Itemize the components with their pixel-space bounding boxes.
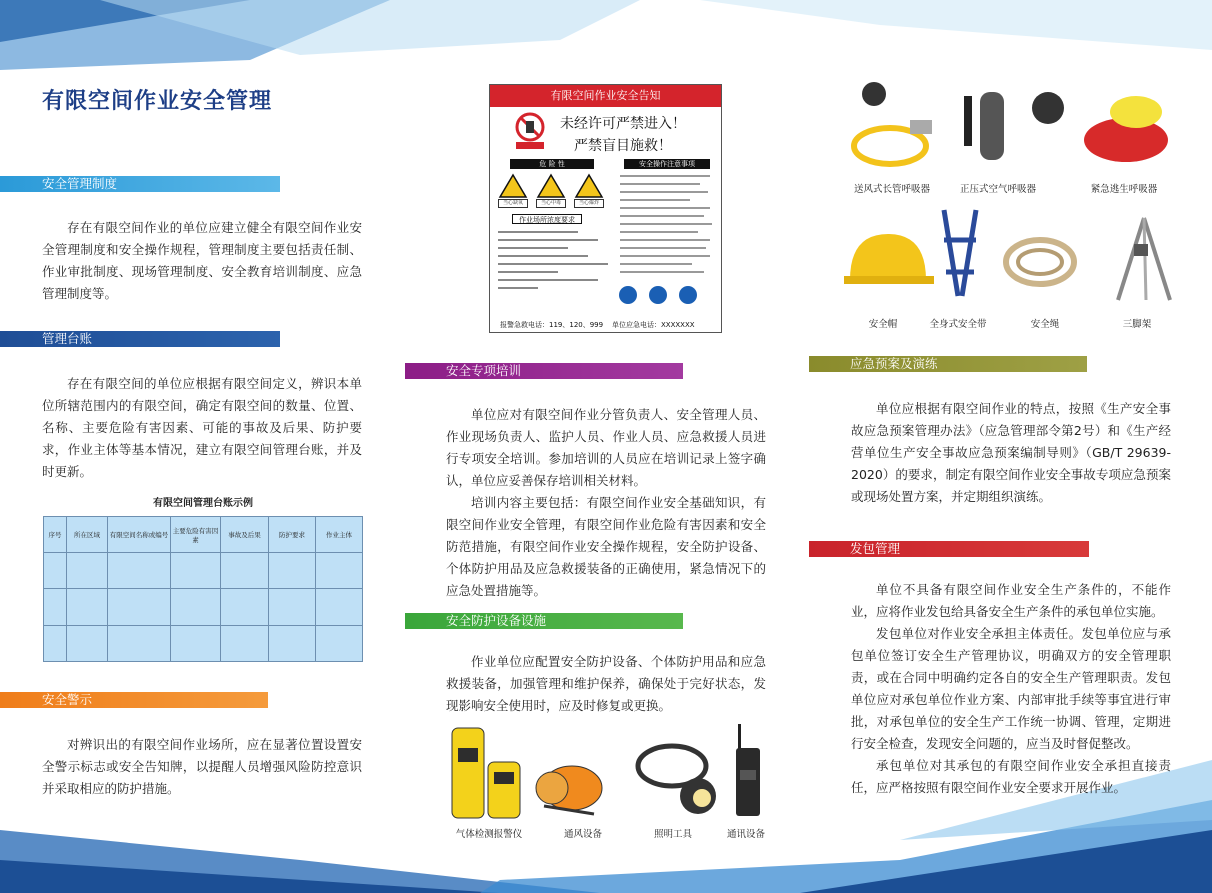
table-row [44,625,363,661]
rules-lines [620,173,716,283]
rescue-caption: 正压式空气呼吸器 [959,184,1036,195]
safety-harness-icon [944,210,976,296]
equipment-caption: 通讯设备 [726,829,765,840]
rescue-caption: 紧急逃生呼吸器 [1090,184,1158,195]
section-body-training [446,404,766,602]
paragraph: 单位应对有限空间作业分管负责人、安全管理人员、作业现场负责人、监护人员、作业人员、应急救援人员进行专项安全培训。参加培训的人员应在培训记录上签字确认，单位应妥善保存培训相关材料。 [446,407,766,488]
rescue-caption: 安全绳 [1030,319,1060,330]
sign-header: 有限空间作业安全告知 [490,85,721,107]
safety-notice-board [489,84,722,333]
emergency-phone [500,320,695,330]
paragraph: 单位应根据有限空间作业的特点，按照《生产安全事故应急预案管理办法》（应急管理部令第2号）和《生产经营单位生产安全事故应急预案编制导则》（GB/T 29639-2020）的要求，制定有限空间作业安全事故专项应急预案或现场处置方案，并定期组织演练。 [851,401,1171,504]
walkie-talkie-icon [736,724,760,816]
section-body-warning [42,734,362,800]
respirator-icon [619,286,637,304]
paragraph: 存在有限空间的单位应根据有限空间定义，辨识本单位所辖范围内的有限空间，确定有限空间的数量、位置、名称、主要危险有害因素、可能的事故及后果、防护要求，作业主体等基本情况，建立有限空间管理台账，并及时更新。 [42,376,362,479]
fan-icon [649,286,667,304]
col-header: 序号 [44,517,67,553]
table-cell [44,589,67,625]
equipment-caption: 气体检测报警仪 [455,829,523,840]
table-cell [67,553,108,589]
section-heading-equipment: 安全防护设备设施 [405,613,683,629]
table-cell [108,553,171,589]
table-cell [221,625,269,661]
table-cell [221,553,269,589]
sign-line-1: 未经许可严禁进入！ [560,116,686,132]
paragraph: 培训内容主要包括：有限空间作业安全基础知识，有限空间作业安全管理，有限空间作业危险有害因素和安全防范措施，有限空间作业安全操作规程，安全防护设备、个体防护用品及应急救援装备的正确使用，紧急情况下的应急处置措施等。 [446,495,766,598]
sign-warning-text [560,113,686,157]
unit-phone: 单位应急电话：XXXXXXX [612,321,695,329]
gas-detector-icon [452,728,520,818]
section-heading-training: 安全专项培训 [405,363,683,379]
paragraph: 作业单位应配置安全防护设备、个体防护用品和应急救援装备，加强管理和维护保养，确保处于完好状态，发现影响安全使用时，应及时修复或更换。 [446,654,766,713]
table-cell [67,625,108,661]
rescue-caption: 全身式安全带 [929,319,987,330]
hose-respirator-icon [854,82,932,164]
col-header: 事故及后果 [221,517,269,553]
table-cell [44,625,67,661]
mandatory-icons [618,285,714,309]
rescue-caption: 安全帽 [868,319,898,330]
equipment-caption: 通风设备 [563,829,602,840]
paragraph: 对辨识出的有限空间作业场所，应在显著位置设置安全警示标志或安全告知牌，以提醒人员增强风险防控意识并采取相应的防护措施。 [42,737,362,796]
col-header: 所在区域 [67,517,108,553]
tripod-icon [1118,218,1170,300]
no-entry-icon [512,111,548,151]
headlamp-icon [638,746,716,814]
hazard-label: 危 险 性 [510,159,594,169]
ventilation-fan-icon [536,766,602,814]
table-cell [108,589,171,625]
table-cell [316,589,363,625]
section-body-equipment [446,651,766,717]
section-body-system [42,217,362,305]
rescue-caption: 三脚架 [1122,319,1152,330]
section-heading-emergency: 应急预案及演练 [809,356,1087,372]
hazard-caption: 当心缺氧 [498,199,528,208]
section-heading-system: 安全管理制度 [0,176,280,192]
paragraph: 存在有限空间作业的单位应建立健全有限空间作业安全管理制度和安全操作规程，管理制度主要包括责任制、作业审批制度、现场管理制度、安全教育培训制度、应急管理制度等。 [42,220,362,301]
col-header: 作业主体 [316,517,363,553]
section-body-ledger [42,373,362,483]
warning-triangle-icon [576,175,602,197]
ledger-table [43,516,363,662]
paragraph: 发包单位对作业安全承担主体责任。发包单位应与承包单位签订安全生产管理协议，明确双方的安全管理职责，或在合同中明确约定各自的安全生产管理职责。发包单位应对承包单位作业方案、内部审批手续等事宜进行审批，对承包单位的安全生产工作统一协调、管理，定期进行安全检查，发现安全问题的，应当及时督促整改。 [851,626,1171,751]
rescue-caption: 送风式长管呼吸器 [853,184,930,195]
detector-icon [679,286,697,304]
rules-label: 安全操作注意事项 [624,159,710,169]
col-header: 有限空间名称或编号 [108,517,171,553]
table-cell [171,589,221,625]
section-heading-contracting: 发包管理 [809,541,1089,557]
table-cell [44,553,67,589]
standard-label: 作业场所浓度要求 [512,214,582,224]
col-header: 防护要求 [269,517,316,553]
paragraph: 承包单位对其承包的有限空间作业安全承担直接责任，应严格按照有限空间作业安全要求开展作业。 [851,758,1171,795]
table-cell [171,553,221,589]
table-row [44,553,363,589]
paragraph: 单位不具备有限空间作业安全生产条件的，不能作业，应将作业发包给具备安全生产条件的承包单位实施。 [851,582,1171,619]
page-title: 有限空间作业安全管理 [42,89,273,114]
col-header: 主要危险有害因素 [171,517,221,553]
equipment-caption: 照明工具 [653,829,692,840]
table-cell [316,625,363,661]
hazard-caption: 当心爆炸 [574,199,604,208]
concentration-lines [498,229,618,301]
table-cell [269,589,316,625]
equipment-images [444,718,774,822]
alarm-phone: 报警急救电话：119、120、999 [500,321,604,329]
table-cell [171,625,221,661]
escape-respirator-icon [1084,96,1168,162]
hazard-caption: 当心中毒 [536,199,566,208]
warning-triangle-icon [500,175,526,197]
table-cell [316,553,363,589]
section-heading-warning: 安全警示 [0,692,268,708]
safety-rope-icon [1006,240,1074,284]
table-header-row [44,517,363,553]
ledger-table-title: 有限空间管理台账示例 [153,498,253,509]
table-cell [269,625,316,661]
air-breathing-apparatus-icon [964,92,1064,160]
table-cell [67,589,108,625]
section-body-contracting [851,579,1171,799]
table-row [44,589,363,625]
warning-triangle-icon [538,175,564,197]
table-cell [108,625,171,661]
section-body-emergency [851,398,1171,508]
table-cell [221,589,269,625]
hard-hat-icon [844,234,934,284]
section-heading-ledger: 管理台账 [0,331,280,347]
table-cell [269,553,316,589]
sign-line-2: 严禁盲目施救！ [574,138,672,154]
